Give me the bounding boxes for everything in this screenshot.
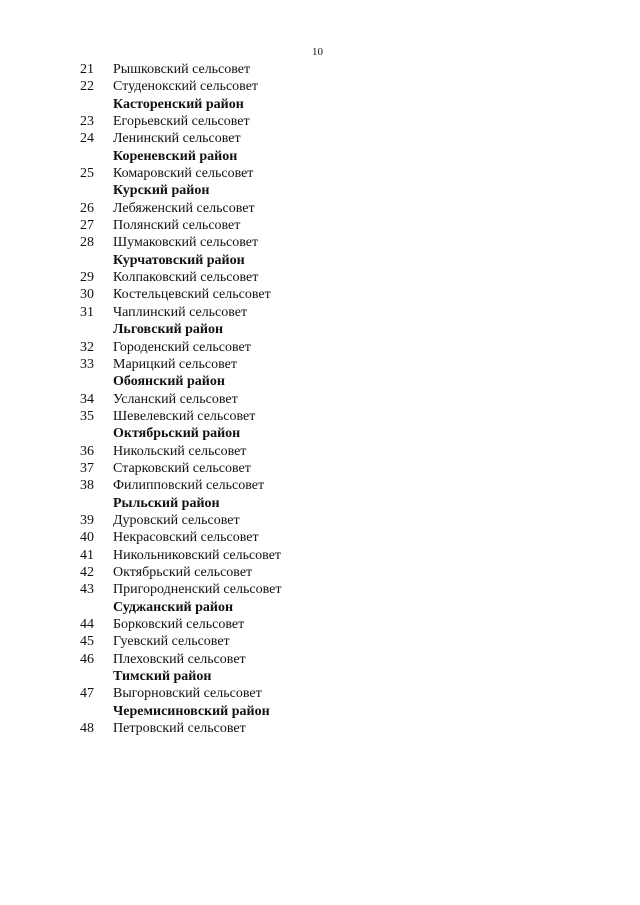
list-item [0, 633, 640, 650]
district-heading: Тимский район [113, 669, 212, 685]
district-heading-row [0, 703, 640, 720]
list-item [0, 512, 640, 529]
district-heading-row [0, 321, 640, 338]
item-number: 29 [80, 270, 94, 286]
district-heading-row [0, 252, 640, 269]
list-item [0, 304, 640, 321]
item-number: 37 [80, 460, 94, 476]
item-number: 36 [80, 443, 94, 459]
item-number: 42 [80, 564, 94, 580]
list-item [0, 391, 640, 408]
district-heading-row [0, 599, 640, 616]
list-item [0, 339, 640, 356]
item-name: Филипповский сельсовет [113, 478, 265, 494]
item-name: Петровский сельсовет [113, 721, 246, 737]
item-number: 44 [80, 617, 94, 632]
item-name: Выгорновский сельсовет [113, 686, 262, 702]
item-name: Лебяженский сельсовет [113, 200, 255, 216]
district-heading-row [0, 96, 640, 113]
list-item [0, 477, 640, 494]
item-number: 28 [80, 235, 94, 251]
item-name: Студенокский сельсовет [113, 79, 259, 95]
list-item [0, 547, 640, 564]
item-name: Некрасовский сельсовет [113, 530, 259, 546]
item-number: 31 [80, 304, 94, 320]
item-number: 43 [80, 582, 94, 598]
item-number: 22 [80, 79, 94, 95]
list-item [0, 408, 640, 425]
item-name: Усланский сельсовет [113, 391, 238, 407]
item-name: Октябрьский сельсовет [113, 564, 253, 580]
list-item [0, 269, 640, 286]
district-heading: Суджанский район [113, 599, 234, 615]
item-name: Никольниковский сельсовет [113, 547, 282, 563]
item-number: 23 [80, 114, 94, 130]
item-name: Полянский сельсовет [113, 218, 241, 234]
item-number: 41 [80, 547, 94, 563]
list-item [0, 460, 640, 477]
item-name: Ленинский сельсовет [113, 131, 241, 147]
district-heading-row [0, 148, 640, 165]
district-heading: Черемисиновский район [113, 703, 270, 719]
item-name: Городенский сельсовет [113, 339, 251, 355]
page-number: 10 [312, 46, 323, 58]
district-heading-row [0, 495, 640, 512]
item-name: Дуровский сельсовет [113, 512, 240, 528]
district-heading: Льговский район [113, 322, 224, 338]
district-heading: Обоянский район [113, 374, 225, 390]
district-heading-row [0, 182, 640, 199]
item-number: 24 [80, 131, 94, 147]
list-item [0, 286, 640, 303]
item-name: Чаплинский сельсовет [113, 304, 248, 320]
item-number: 25 [80, 166, 94, 182]
list-item [0, 234, 640, 251]
district-heading: Касторенский район [113, 96, 244, 112]
item-number: 32 [80, 339, 94, 355]
list-item [0, 616, 640, 633]
item-name: Гуевский сельсовет [113, 634, 230, 650]
list-item [0, 720, 640, 737]
item-name: Шумаковский сельсовет [113, 235, 259, 251]
item-name: Борковский сельсовет [113, 617, 245, 632]
item-number: 38 [80, 478, 94, 494]
list-item [0, 685, 640, 702]
item-number: 48 [80, 721, 94, 737]
item-name: Плеховский сельсовет [113, 651, 246, 667]
item-number: 33 [80, 356, 94, 372]
item-name: Егорьевский сельсовет [113, 114, 250, 130]
item-number: 39 [80, 512, 94, 528]
list-item [0, 564, 640, 581]
item-name: Никольский сельсовет [113, 443, 247, 459]
item-name: Комаровский сельсовет [113, 166, 254, 182]
item-number: 27 [80, 218, 94, 234]
item-number: 21 [80, 62, 94, 77]
item-number: 40 [80, 530, 94, 546]
list-item [0, 165, 640, 182]
district-heading: Кореневский район [113, 148, 238, 164]
district-heading-row [0, 373, 640, 390]
list-item [0, 113, 640, 130]
item-number: 34 [80, 391, 94, 407]
list-item [0, 130, 640, 147]
item-number: 46 [80, 651, 94, 667]
item-name: Рышковский сельсовет [113, 62, 251, 77]
item-name: Пригородненский сельсовет [113, 582, 282, 598]
item-number: 45 [80, 634, 94, 650]
list-item [0, 581, 640, 598]
item-name: Старковский сельсовет [113, 460, 251, 476]
item-number: 47 [80, 686, 94, 702]
list-item [0, 200, 640, 217]
item-number: 26 [80, 200, 94, 216]
district-heading-row [0, 425, 640, 442]
list-item [0, 356, 640, 373]
district-heading: Октябрьский район [113, 426, 241, 442]
list-item [0, 61, 640, 78]
selsovet-list [0, 61, 640, 737]
item-name: Костельцевский сельсовет [113, 287, 271, 303]
district-heading-row [0, 668, 640, 685]
item-number: 30 [80, 287, 94, 303]
list-item [0, 443, 640, 460]
item-name: Шевелевский сельсовет [113, 408, 256, 424]
list-item [0, 529, 640, 546]
district-heading: Рыльский район [113, 495, 220, 511]
list-item [0, 651, 640, 668]
list-item [0, 217, 640, 234]
item-number: 35 [80, 408, 94, 424]
list-item [0, 78, 640, 95]
district-heading: Курский район [113, 183, 210, 199]
item-name: Колпаковский сельсовет [113, 270, 259, 286]
district-heading: Курчатовский район [113, 252, 245, 268]
item-name: Марицкий сельсовет [113, 356, 237, 372]
